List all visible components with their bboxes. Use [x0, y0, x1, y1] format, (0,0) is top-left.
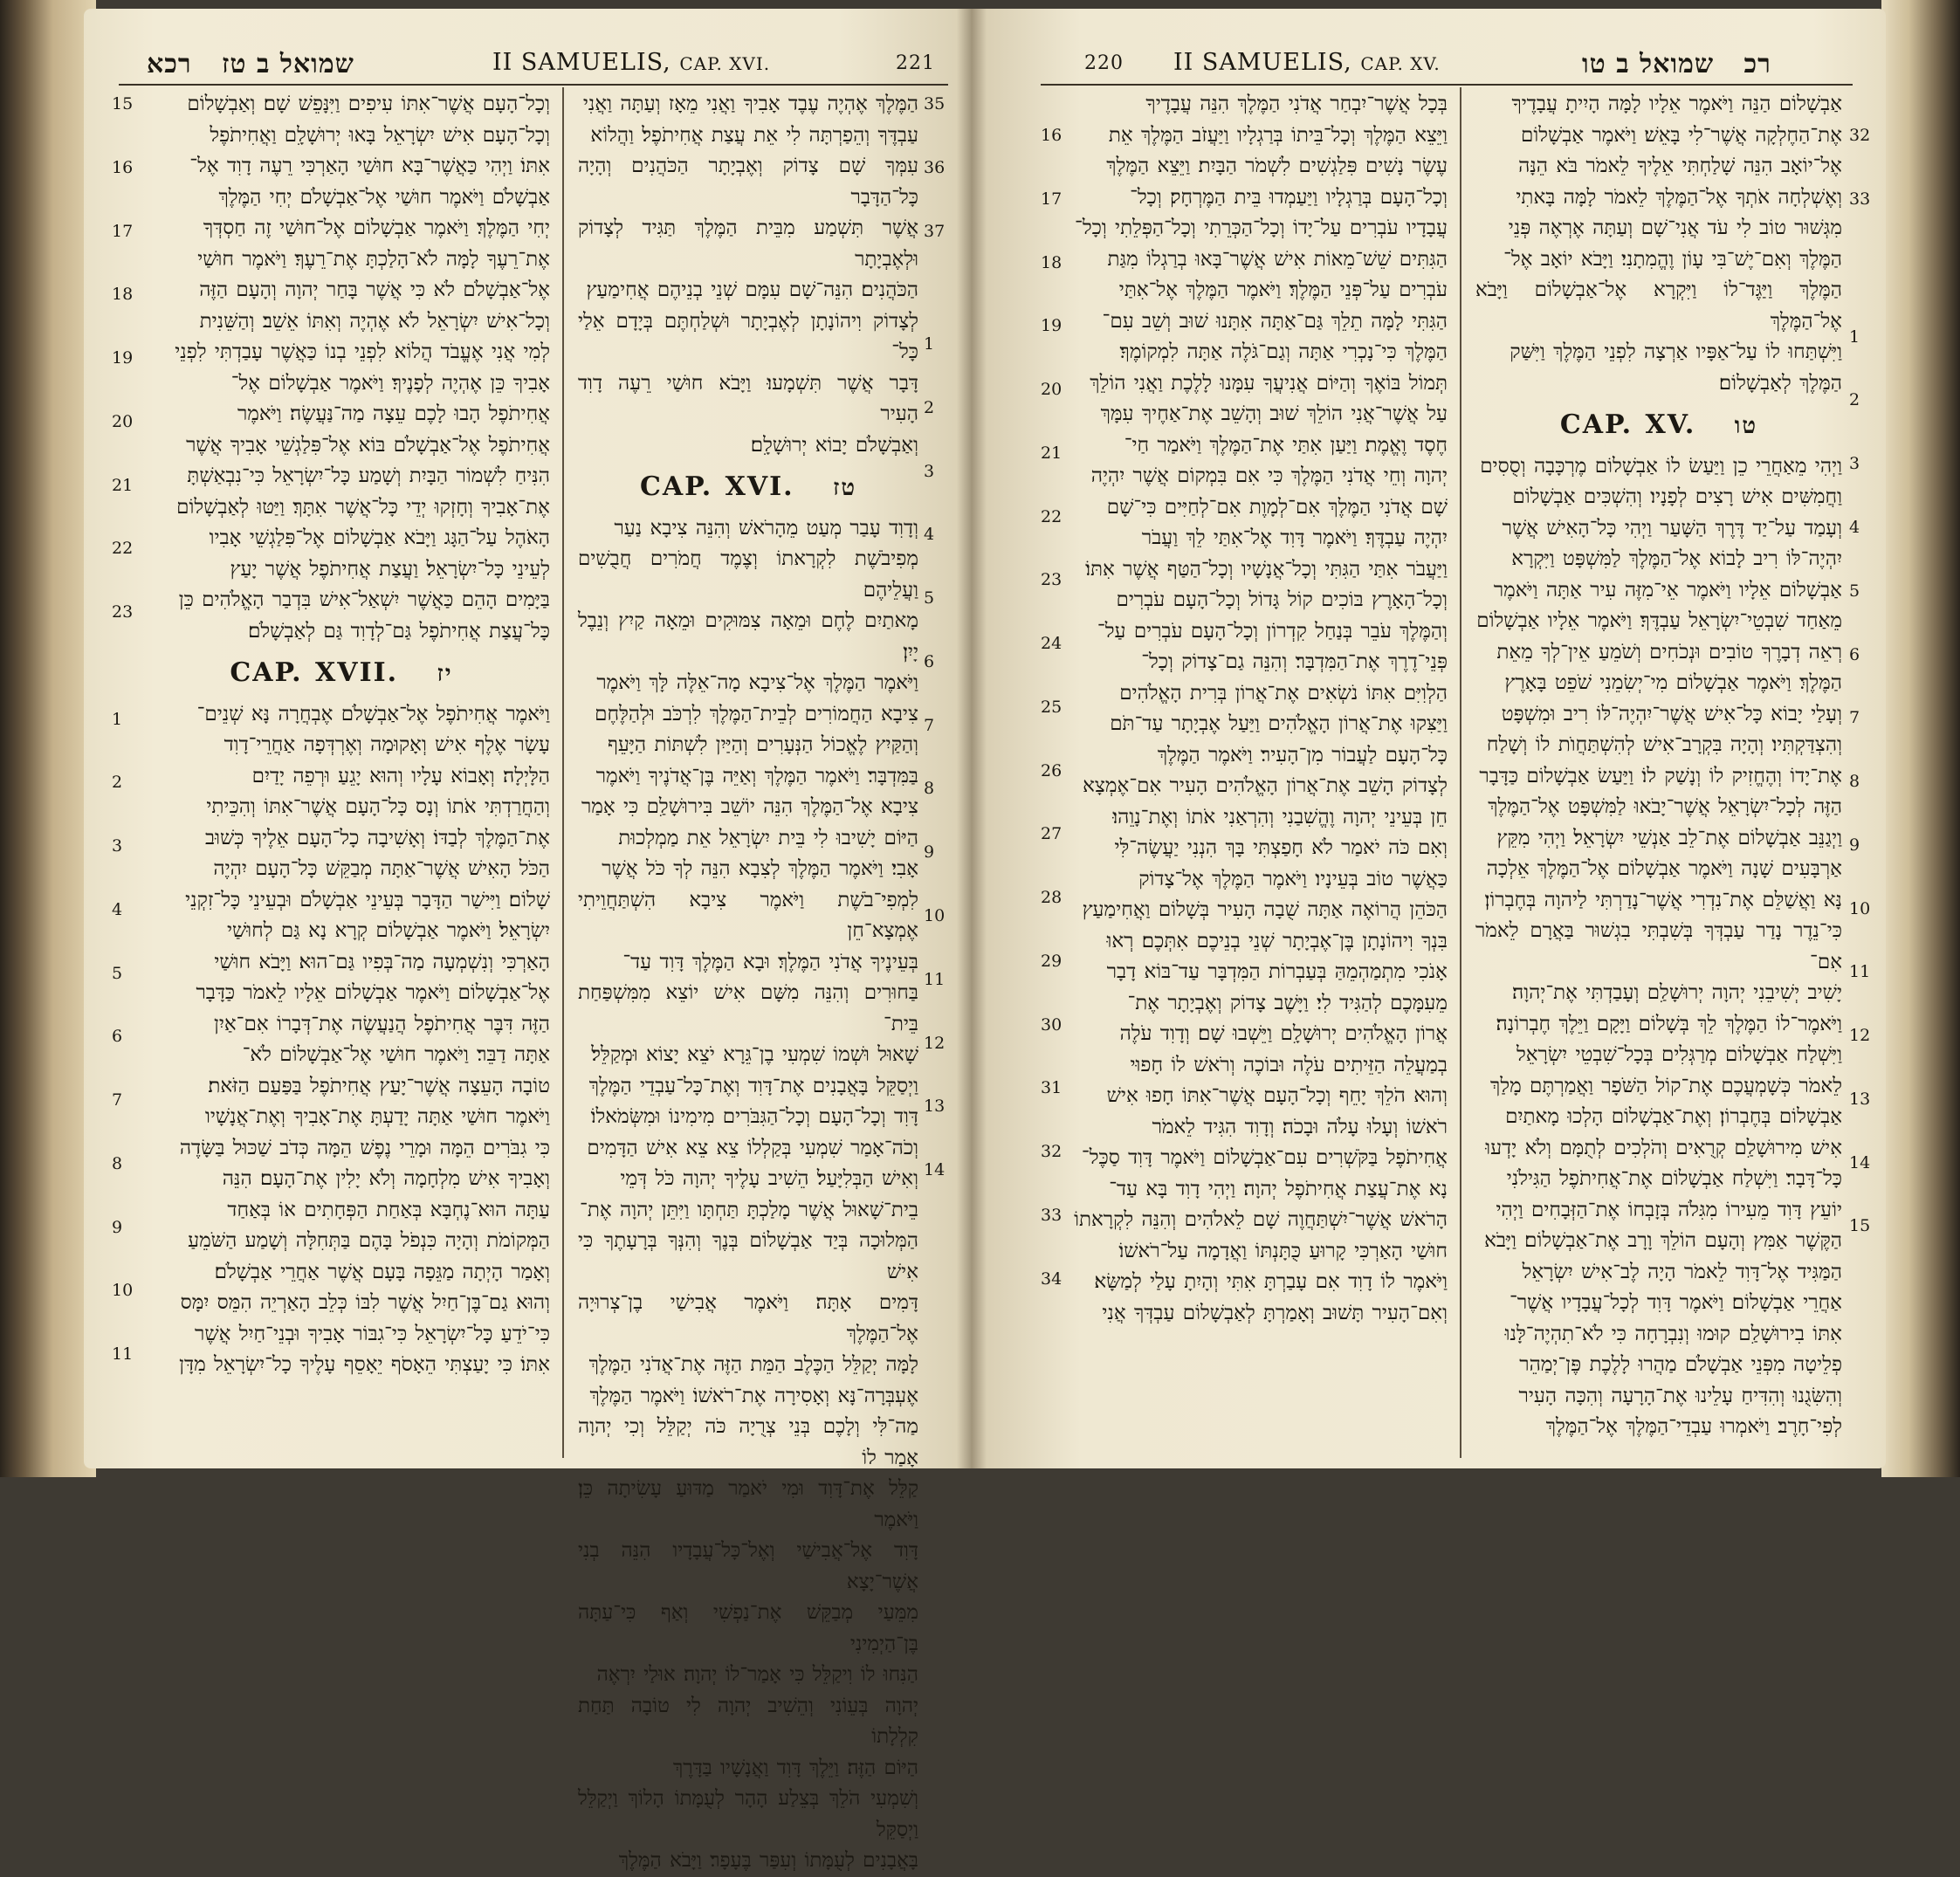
- right-outer-chapter-heading: [1475, 409, 1842, 443]
- text-line: אִתּוֹ בִירוּשָׁלִַם קוּמוּ וְנִבְרָחָה כִּי לֹא־תִהְיֶה־לָּנוּ: [1504, 1322, 1842, 1345]
- text-line: וְכָל־הָעָם אֲשֶׁר־אִתּוֹ עִיפִים וַיִּנָּפֵשׁ שָׁם׃ וְאַבְשָׁלוֹם: [187, 93, 550, 115]
- text-line: יְהוָה וְחֵי אֲדֹנִי הַמֶּלֶךְ כִּי אִם בִּמְקוֹם אֲשֶׁר יִהְיֶה: [1090, 464, 1448, 487]
- text-line: וְאִישׁ הַבְּלִיָּעַל׃ הֵשִׁיב עָלֶיךָ יְהוָה כֹּל דְּמֵי: [620, 1167, 918, 1190]
- verse-number: 13: [1849, 1089, 1871, 1109]
- verse-number: 9: [924, 842, 935, 863]
- verse-number: 14: [1849, 1152, 1871, 1172]
- verse-number: 8: [1849, 772, 1860, 792]
- text-line: בָּאֲבָנִים לְעֻמָּתוֹ וְעִפַּר בֶּעָפָר׃ וַיָּבֹא הַמֶּלֶךְ: [618, 1849, 918, 1872]
- left-header-hebrew-page: רכא: [147, 49, 192, 79]
- text-line: יִהְיֶה עַבְדֶּךָ׃ וַיֹּאמֶר דָּוִד אֶל־אִתַּי לֵךְ וַעֲבֹר: [1141, 526, 1448, 549]
- text-line: וְכָל־אִישׁ יִשְׂרָאֵל לֹא אֶהְיֶה וְאִתּוֹ אֵשֵׁב׃ וְהַשֵּׁנִית: [199, 309, 550, 333]
- text-line: וְדָוִד עָבַר מְעַט מֵהָרֹאשׁ וְהִנֵּה צִיבָא נַעַר: [614, 516, 918, 540]
- text-line: וְאָמַר הָיְתָה מַגֵּפָה בָּעָם אֲשֶׁר אַחֲרֵי אַבְשָׁלֹם׃: [214, 1260, 550, 1283]
- verse-number: 29: [1041, 951, 1063, 971]
- text-line: מֵאַחַד שִׁבְטֵי־יִשְׂרָאֵל עַבְדֶּךָ׃ וַיֹּאמֶר אֵלָיו אַבְשָׁלוֹם: [1476, 609, 1842, 632]
- right-column-divider: [1460, 87, 1461, 1458]
- verse-gap: [1849, 248, 1870, 322]
- verse-number: 17: [1041, 189, 1063, 209]
- text-line: אֶת־הַמֶּלֶךְ לְבַדּוֹ׃ וְאָשִׁיבָה כָל־הָעָם אֵלֶיךָ כְּשׁוּב: [204, 826, 550, 849]
- text-line: וַיְגַנֵּב אַבְשָׁלוֹם אֶת־לֵב אַנְשֵׁי יִשְׂרָאֵל׃ וַיְהִי מִקֵּץ: [1496, 826, 1842, 849]
- text-line: תְּמוֹל בּוֹאֶךָ וְהַיּוֹם אֲנִיעֲךָ עִמָּנוּ לָלֶכֶת וַאֲנִי הוֹלֵךְ: [1090, 371, 1448, 395]
- verse-number: 20: [112, 411, 134, 431]
- text-line: וְכֹה־אָמַר שִׁמְעִי בְּקַלְלוֹ צֵא צֵא אִישׁ הַדָּמִים: [587, 1136, 918, 1159]
- verse-number: 17: [112, 221, 134, 241]
- verse-number: 3: [924, 461, 935, 481]
- left-outer-text-block-2: [133, 699, 550, 1381]
- verse-number: 31: [1041, 1078, 1063, 1098]
- text-line: מִמֵּעַי מְבַקֵּשׁ אֶת־נַפְשִׁי וְאַף כִּי־עַתָּה בֶּן־הַיְמִינִי: [578, 1601, 918, 1655]
- text-line: אַרְבָּעִים שָׁנָה וַיֹּאמֶר אַבְשָׁלוֹם אֶל־הַמֶּלֶךְ אֵלְכָה: [1486, 857, 1842, 880]
- text-line: יִהְיֶה־לּוֹ רִיב לָבוֹא אֶל־הַמֶּלֶךְ לַמִּשְׁפָּט וַיִּקְרָא: [1511, 547, 1842, 570]
- text-line: כָּל־דָּבָר׃ וַיִּשְׁלַח אַבְשָׁלוֹם אֶת־אֲחִיתֹפֶל הַגִּילֹנִי: [1506, 1167, 1842, 1190]
- right-page-number: 220: [1084, 52, 1124, 74]
- text-line: אֶת־יָדוֹ וְהֶחֱזִיק לוֹ וְנָשַׁק לוֹ׃ וַיַּעַשׂ אַבְשָׁלוֹם כַּדָּבָר: [1479, 764, 1842, 787]
- text-line: וַיֹּאמֶר חוּשַׁי אַתָּה יָדַעְתָּ אֶת־אָבִיךָ וְאֶת־אֲנָשָׁיו: [204, 1105, 550, 1128]
- text-line: וְאֶשְׁלְחָה אֹתְךָ אֶל־הַמֶּלֶךְ לֵאמֹר לָמָּה בָּאתִי: [1516, 185, 1842, 209]
- verse-number: 25: [1041, 697, 1063, 717]
- text-line: עָשָׂר אֶלֶף אִישׁ וְאָקוּמָה וְאֶרְדְּפָה אַחֲרֵי־דָוִד: [224, 733, 550, 756]
- text-line: אֶל־אַבְשָׁלֹם לֹא כִּי אֲשֶׁר בָּחַר יְהוָה וְהָעָם הַזֶּה: [199, 278, 550, 301]
- text-line: וְכָל־הָעָם בְּרַגְלָיו וַיַּעַמְדוּ בֵּית הַמֶּרְחָק׃ וְכָל־: [1130, 185, 1448, 209]
- text-line: אֶת־הַחֶלְקָה אֲשֶׁר־לִי בָּאֵשׁ׃ וַיֹּאמֶר אַבְשָׁלוֹם: [1521, 123, 1842, 147]
- verse-number: 2: [1849, 390, 1860, 410]
- verse-number: 21: [1041, 443, 1063, 463]
- right-outer-chapter-hebrew: טו: [1734, 413, 1758, 439]
- text-line: וַיִּשְׁלַח אַבְשָׁלוֹם מְרַגְּלִים בְּכָל־שִׁבְטֵי יִשְׂרָאֵל: [1516, 1043, 1842, 1066]
- text-line: אָבִי׃ וַיֹּאמֶר הַמֶּלֶךְ לְצִבָא הִנֵּה לְךָ כֹּל אֲשֶׁר: [602, 857, 918, 880]
- verse-number: 3: [112, 836, 123, 856]
- text-line: לְצָדוֹק הָשֵׁב אֶת־אֲרוֹן הָאֱלֹהִים הָעִיר אִם־אֶמְצָא: [1083, 774, 1448, 797]
- text-line: הַגִּתִּי לָמָּה תֵלֵךְ גַּם־אַתָּה אִתָּנוּ שׁוּב וְשֵׁב עִם־: [1102, 309, 1448, 333]
- text-line: דָּבָר אֲשֶׁר תִּשְׁמָעוּ׃ וַיָּבֹא חוּשַׁי רֵעֶה דָוִד הָעִיר: [578, 371, 918, 425]
- verse-number: 36: [924, 157, 946, 177]
- book-page-edges-left: [0, 0, 96, 1477]
- left-outer-verse-numbers: [112, 89, 133, 1403]
- text-line: הָאַרְכִּי וְנִשְׁמְעָה מַה־בְּפִיו גַּם־הוּא׃ וַיָּבֹא חוּשַׁי: [214, 950, 550, 973]
- verse-number: 10: [924, 905, 946, 925]
- text-line: הַגִּתִּים שֵׁשׁ־מֵאוֹת אִישׁ אֲשֶׁר־בָּאוּ בְרַגְלוֹ מִגַּת: [1107, 247, 1448, 271]
- text-line: אָנֹכִי מִתְמַהְמֵהַּ בְּעַבְרוֹת הַמִּדְבָּר עַד־בּוֹא דָבָר: [1106, 960, 1448, 983]
- text-line: נָּא וַאֲשַׁלֵּם אֶת־נִדְרִי אֲשֶׁר־נָדַרְתִּי לַיהוָה בְּחֶבְרוֹן׃: [1484, 888, 1842, 911]
- left-outer-column: [133, 89, 550, 1381]
- verse-gap: [924, 279, 945, 329]
- text-line: כָּל־עֲצַת אֲחִיתֹפֶל גַּם־לְדָוִד גַּם לְאַבְשָׁלֹם׃: [248, 619, 550, 643]
- text-line: וְאִם כֹּה יֹאמַר לֹא חָפַצְתִּי בָּךְ הִנְנִי יַעֲשֶׂה־לִּי: [1114, 836, 1448, 859]
- text-line: צִיבָא אֶל־הַמֶּלֶךְ הִנֵּה יוֹשֵׁב בִּירוּשָׁלִַם כִּי אָמַר: [581, 795, 918, 818]
- verse-number: 14: [924, 1160, 946, 1180]
- right-header-hebrew-title: שמואל ב טו: [1582, 49, 1715, 79]
- verse-number: 1: [112, 709, 123, 729]
- verse-number: 12: [924, 1033, 946, 1053]
- text-line: אַתָּה דַבֵּר׃ וַיֹּאמֶר חוּשַׁי אֶל־אַבְשָׁלוֹם לֹא־: [242, 1043, 550, 1066]
- verse-number: 5: [924, 588, 935, 608]
- verse-number: 30: [1041, 1014, 1063, 1035]
- text-line: עֲבָדָיו עֹבְרִים עַל־יָדוֹ וְכָל־הַכְּרֵתִי וְכָל־הַפְּלֵתִי וְכָל־: [1075, 217, 1448, 239]
- right-header-cap: CAP. XV.: [1360, 53, 1441, 74]
- verse-number: 16: [1041, 126, 1063, 145]
- text-line: שָׁאוּל וּשְׁמוֹ שִׁמְעִי בֶן־גֵּרָא יֹצֵא יָצוֹא וּמְקַלֵּל׃: [591, 1043, 918, 1066]
- verse-number: 33: [1041, 1206, 1063, 1226]
- text-line: קַלֵּל אֶת־דָּוִד וּמִי יֹאמַר מַדּוּעַ עָשִׂיתָה כֵּן׃ וַיֹּאמֶר: [578, 1477, 918, 1531]
- text-line: אִישׁ מִירוּשָׁלִַם קְרֻאִים וְהֹלְכִים לְתֻמָּם וְלֹא יָדְעוּ: [1485, 1136, 1842, 1159]
- right-header-latin: [1173, 49, 1441, 76]
- text-line: וְכָל־הָאָרֶץ בּוֹכִים קוֹל גָּדוֹל וְכָל־הָעָם עֹבְרִים: [1116, 588, 1448, 611]
- verse-number: 18: [1041, 252, 1063, 272]
- left-inner-text-block: [578, 89, 918, 461]
- verse-number: 1: [1849, 327, 1860, 347]
- text-line: הַמֶּלֶךְ אֶהְיֶה עֶבֶד אָבִיךָ וַאֲנִי מֵאָז וְעַתָּה וַאֲנִי: [582, 93, 918, 115]
- verse-number: 10: [112, 1281, 134, 1301]
- text-line: אֲחִיתֹפֶל בַּקֹּשְׁרִים עִם־אַבְשָׁלוֹם וַיֹּאמֶר דָּוִד סַכֶּל־: [1081, 1146, 1448, 1169]
- verse-number: 15: [1849, 1216, 1871, 1236]
- text-line: מָאתַיִם לֶחֶם וּמֵאָה צִמּוּקִים וּמֵאָה קַיִץ וְנֵבֶל יָיִן׃: [578, 609, 918, 663]
- left-header-hebrew: [147, 49, 354, 79]
- text-line: לְמִי אֲנִי אֶעֱבֹד הֲלוֹא לִפְנֵי בְנוֹ כַּאֲשֶׁר עָבַדְתִּי לִפְנֵי: [175, 340, 550, 363]
- text-line: יָשִׁיב יְשִׁיבֵנִי יְהוָה יְרוּשָׁלִַם וְעָבַדְתִּי אֶת־יְהוָה׃: [1511, 981, 1842, 1004]
- text-line: הַכֹּהֵן הֲרוֹאֶה אַתָּה שֻׁבָה הָעִיר בְּשָׁלוֹם וַאֲחִימַעַץ: [1082, 898, 1448, 921]
- left-inner-verse-numbers: [924, 89, 945, 1219]
- verse-number: 15: [112, 94, 134, 113]
- text-line: כָּל־הָעָם לַעֲבוֹר מִן־הָעִיר׃ וַיֹּאמֶר הַמֶּלֶךְ: [1157, 743, 1448, 767]
- text-line: יְהוָה בְּעֵוֹנִי וְהֵשִׁיב יְהוָה לִי טוֹבָה תַּחַת קִלְלָתוֹ: [578, 1694, 918, 1748]
- text-line: וַיֹּאמֶר־לוֹ הַמֶּלֶךְ לֵךְ בְּשָׁלוֹם וַיָּקָם וַיֵּלֶךְ חֶבְרוֹנָה׃: [1496, 1012, 1842, 1035]
- text-line: אָבִיךָ כֵּן אֶהְיֶה לְפָנֶיךָ׃ וַיֹּאמֶר אַבְשָׁלוֹם אֶל־: [230, 371, 550, 395]
- text-line: כִּי־נֵדֶר נָדַר עַבְדְּךָ בְּשִׁבְתִּי בִגְשׁוּר בַּאֲרָם לֵאמֹר אִם־: [1475, 919, 1842, 973]
- text-line: אַבְשָׁלוֹם הַנֵּה וַיֹּאמֶר אֵלָיו לָמָּה הָיִיתָ עֲבָדֶיךָ: [1511, 93, 1842, 115]
- left-inner-text-block-2: [578, 513, 918, 1877]
- text-line: אַבְשָׁלוֹם בְּחֶבְרוֹן׃ וְאֶת־אַבְשָׁלוֹם הָלְכוּ מָאתַיִם: [1505, 1105, 1842, 1128]
- text-line: אַבְשָׁלוֹם אֵלָיו וַיֹּאמֶר אֵי־מִזֶּה עִיר אַתָּה וַיֹּאמֶר: [1493, 578, 1842, 602]
- text-line: בֵית־שָׁאוּל אֲשֶׁר מָלַכְתָּ תַּחְתָּו וַיִּתֵּן יְהוָה אֶת־: [580, 1198, 918, 1221]
- text-line: אֲרוֹן הָאֱלֹהִים יְרוּשָׁלִָם וַיֵּשְׁבוּ שָׁם׃ וְדָוִד עֹלֶה: [1119, 1022, 1448, 1045]
- verse-number: 8: [112, 1153, 123, 1173]
- verse-number: 21: [112, 475, 134, 495]
- text-line: וַיַּעֲבֹר אִתַּי הַגִּתִּי וְכָל־אֲנָשָׁיו וְכָל־הַטַּף אֲשֶׁר אִתּוֹ׃: [1085, 557, 1448, 581]
- verse-number: 18: [112, 285, 134, 305]
- left-inner-chapter-heading: [578, 471, 918, 505]
- text-line: מַה־לִּי וְלָכֶם בְּנֵי צְרֻיָה כֹּה יְקַלֵּל וְכִי יְהוָה אָמַר לוֹ: [578, 1415, 918, 1469]
- text-line: וַחֲמִשִּׁים אִישׁ רָצִים לְפָנָיו׃ וְהִשְׁכִּים אַבְשָׁלוֹם: [1512, 485, 1842, 508]
- text-line: בְּעֵינֶיךָ אֲדֹנִי הַמֶּלֶךְ׃ וּבָא הַמֶּלֶךְ דָּוִד עַד־: [622, 950, 918, 973]
- text-line: וַיֹּאמֶר אֲחִיתֹפֶל אֶל־אַבְשָׁלֹם אֶבְחֲרָה נָּא שְׁנֵים־: [196, 702, 550, 725]
- right-inner-verse-numbers: [1041, 120, 1062, 1328]
- verse-number: 12: [1849, 1026, 1871, 1046]
- verse-number: 7: [924, 715, 935, 735]
- left-outer-chapter-heading: [133, 657, 550, 691]
- text-line: פְּנֵי־דֶרֶךְ אֶת־הַמִּדְבָּר׃ וְהִנֵּה גַם־צָדוֹק וְכָל־: [1141, 650, 1448, 673]
- verse-number: 9: [112, 1217, 123, 1237]
- right-header-hebrew-page: רכ: [1743, 49, 1771, 79]
- text-line: וַיֹּאמֶר לוֹ דָוִד אִם עָבַרְתָּ אִתִּי וְהָיִתָ עָלַי לְמַשָּׂא׃: [1094, 1270, 1448, 1293]
- text-line: דָּוִד וְכָל־הָעָם וְכָל־הַגִּבֹּרִים מִימִינוֹ וּמִשְּׂמֹאלוֹ׃: [590, 1105, 918, 1128]
- text-line: מְפִיבֹשֶׁת לִקְרָאתוֹ וְצֶמֶד חֲמֹרִים חֲבֻשִׁים וַעֲלֵיהֶם: [578, 547, 918, 602]
- text-line: לְעֵינֵי כָּל־יִשְׂרָאֵל׃ וַעֲצַת אֲחִיתֹפֶל אֲשֶׁר יָעַץ: [230, 557, 550, 581]
- verse-number: 10: [1849, 898, 1871, 918]
- text-line: הַיּוֹם הַזֶּה׃ וַיֵּלֶךְ דָּוִד וַאֲנָשָׁיו בַּדָּרֶךְ: [672, 1756, 918, 1779]
- text-line: לִמְפִי־בֹשֶׁת וַיֹּאמֶר צִיבָא הִשְׁתַּחֲוֵיתִי אֶמְצָא־חֵן: [578, 888, 918, 942]
- left-outer-chapter-hebrew: יז: [437, 661, 453, 687]
- text-line: צִיבָא הַחֲמוֹרִים לְבֵית־הַמֶּלֶךְ לִרְכֹּב וּלְהַלֶּחֶם: [595, 702, 918, 725]
- text-line: הַזֶּה לְכָל־יִשְׂרָאֵל אֲשֶׁר־יָבֹאוּ לַמִּשְׁפָּט אֶל־הַמֶּלֶךְ: [1488, 795, 1842, 818]
- text-line: חֵן בְּעֵינֵי יְהוָה וֶהֱשִׁבַנִי וְהִרְאַנִי אֹתוֹ וְאֶת־נָוֵהוּ׃: [1112, 805, 1448, 828]
- text-line: וְעָלַי יָבוֹא כָּל־אִישׁ אֲשֶׁר־יִהְיֶה־לּוֹ רִיב וּמִשְׁפָּט: [1501, 702, 1842, 725]
- verse-number: 24: [1041, 634, 1063, 654]
- verse-number: 22: [112, 539, 134, 559]
- verse-number: 35: [924, 94, 946, 113]
- verse-number: 20: [1041, 380, 1063, 400]
- text-line: בְמַעֲלֵה הַזֵּיתִים עֹלֶה וּבוֹכֶה וְרֹאשׁ לוֹ חָפוּי: [1130, 1053, 1448, 1076]
- text-line: הָאֹהֶל עַל־הַגָּג וַיָּבֹא אַבְשָׁלוֹם אֶל־פִּלַגְשֵׁי אָבִיו: [209, 526, 550, 549]
- text-line: אֲחִיתֹפֶל הָבוּ לָכֶם עֵצָה מַה־נַּעֲשֶׂה׃ וַיֹּאמֶר: [237, 402, 550, 425]
- text-line: בַּחוּרִים וְהִנֵּה מִשָּׁם אִישׁ יוֹצֵא מִמִּשְׁפַּחַת בֵּית־: [578, 981, 918, 1035]
- verse-number: 27: [1041, 824, 1063, 844]
- text-line: הַמַּגִּיד אֶל־דָּוִד לֵאמֹר הָיָה לֶב־אִישׁ יִשְׂרָאֵל: [1522, 1260, 1842, 1283]
- text-line: בִּנְךָ וִיהוֹנָתָן בֶּן־אֶבְיָתָר שְׁנֵי בְנֵיכֶם אִתְּכֶם׃ רְאוּ: [1106, 929, 1448, 952]
- text-line: וְאִם־הָעִיר תָּשׁוּב וְאָמַרְתָּ לְאַבְשָׁלוֹם עַבְדְּךָ אֲנִי: [1102, 1301, 1448, 1324]
- text-line: הַזֶּה דִּבֶּר אֲחִיתֹפֶל הֲנַעֲשֶׂה אֶת־דְּבָרוֹ אִם־אַיִן: [213, 1012, 550, 1035]
- text-line: עַל אֲשֶׁר־אֲנִי הוֹלֵךְ שׁוּב וְהָשֵׁב אֶת־אַחֶיךָ עִמָּךְ: [1100, 402, 1448, 425]
- text-line: הַמֶּלֶךְ לְאַבְשָׁלוֹם׃: [1718, 371, 1842, 395]
- text-line: מֵעִמָּכֶם לְהַגִּיד לִי׃ וַיָּשֶׁב צָדוֹק וְאֶבְיָתָר אֶת־: [1127, 991, 1448, 1014]
- right-outer-column: [1475, 89, 1842, 1443]
- text-line: יִשְׂרָאֵל׃ וַיֹּאמֶר אַבְשָׁלוֹם קְרָא נָא גַּם לְחוּשַׁי: [226, 919, 550, 942]
- left-header-rule: [119, 84, 948, 86]
- verse-number: 32: [1041, 1142, 1063, 1162]
- text-line: מִגְּשׁוּר טוֹב לִי עֹד אֲנִי־שָׁם וְעַתָּה אֶרְאֶה פְּנֵי: [1508, 217, 1842, 239]
- text-line: חֶסֶד וֶאֱמֶת׃ וַיַּעַן אִתַּי אֶת־הַמֶּלֶךְ וַיֹּאמַר חַי־: [1124, 433, 1448, 457]
- right-outer-text-block: [1475, 89, 1842, 399]
- verse-number: 6: [1849, 644, 1860, 664]
- left-header-latin: [492, 49, 770, 76]
- verse-number: 28: [1041, 888, 1063, 908]
- verse-number: 26: [1041, 760, 1063, 780]
- verse-number: 5: [112, 963, 123, 983]
- verse-number: 3: [1849, 454, 1860, 474]
- text-line: לֵאמֹר כְּשָׁמְעֲכֶם אֶת־קוֹל הַשֹּׁפָר וַאֲמַרְתֶּם מָלַךְ: [1490, 1074, 1842, 1097]
- text-line: עַתָּה הוּא־נֶחְבָּא בְּאַחַת הַפְּחָתִים אוֹ בְּאַחַד: [227, 1198, 550, 1221]
- text-line: הִנִּיחַ לִשְׁמוֹר הַבָּיִת וְשָׁמַע כָּל־יִשְׂרָאֵל כִּי־נִבְאַשְׁתָּ: [187, 464, 550, 487]
- text-line: עֶשֶׂר נָשִׁים פִּלַגְשִׁים לִשְׁמֹר הַבָּיִת׃ וַיֵּצֵא הַמֶּלֶךְ: [1106, 155, 1448, 177]
- verse-number: 23: [112, 602, 134, 622]
- verse-number: 37: [924, 221, 946, 241]
- verse-number: 11: [112, 1344, 134, 1365]
- text-line: וְכָל־הָעָם אִישׁ יִשְׂרָאֵל בָּאוּ יְרוּשָׁלִָם וַאֲחִיתֹפֶל: [210, 123, 550, 147]
- verse-number: 9: [1849, 835, 1860, 855]
- text-line: כִּי־יֹדֵעַ כָּל־יִשְׂרָאֵל כִּי־גִבּוֹר אָבִיךָ וּבְנֵי־חַיִל אֲשֶׁר: [195, 1322, 550, 1345]
- text-line: דָּוִד אֶל־אֲבִישַׁי וְאֶל־כָּל־עֲבָדָיו הִנֵּה בְנִי אֲשֶׁר־יָצָא: [578, 1539, 918, 1593]
- verse-number: 4: [924, 525, 935, 545]
- text-line: וַיַּצִּקוּ אֶת־אֲרוֹן הָאֱלֹהִים וַיַּעַל אֶבְיָתָר עַד־תֹּם: [1110, 712, 1448, 735]
- text-line: הַקֶּשֶׁר אַמִּץ וְהָעָם הוֹלֵךְ וָרָב אֶת־אַבְשָׁלוֹם׃ וַיָּבֹא: [1484, 1229, 1842, 1252]
- text-line: וַיְהִי מֵאַחֲרֵי כֵן וַיַּעַשׂ לוֹ אַבְשָׁלוֹם מֶרְכָּבָה וְסֻסִים: [1480, 454, 1842, 478]
- text-line: הַמֶּלֶךְ וַיַּגֶּד־לוֹ וַיִּקְרָא אֶל־אַבְשָׁלוֹם וַיָּבֹא אֶל־הַמֶּלֶךְ: [1475, 278, 1842, 333]
- right-outer-text-block-2: [1475, 451, 1842, 1443]
- verse-number: 6: [112, 1027, 123, 1047]
- text-line: רְאֵה דְבָרֶךָ טוֹבִים וּנְכֹחִים וְשֹׁמֵעַ אֵין־לְךָ מֵאֵת: [1496, 640, 1842, 663]
- verse-number: 1: [924, 334, 935, 354]
- text-line: וַיֵּצֵא הַמֶּלֶךְ וְכָל־בֵּיתוֹ בְּרַגְלָיו וַיַּעֲזֹב הַמֶּלֶךְ אֵת: [1108, 123, 1448, 147]
- verse-number: 4: [1849, 518, 1860, 538]
- text-line: וְשִׁמְעִי הֹלֵךְ בְּצֵלַע הָהָר לְעֻמָּתוֹ הָלוֹךְ וַיְקַלֵּל וַיְסַקֵּל: [578, 1787, 918, 1841]
- left-page: [84, 9, 971, 1872]
- book-gutter: [957, 9, 987, 1468]
- text-line: הָרֹאשׁ אֲשֶׁר־יִשְׁתַּחֲוֶה שָׁם לֵאלֹהִים וְהִנֵּה לִקְרָאתוֹ: [1074, 1208, 1448, 1231]
- verse-gap: [112, 661, 133, 705]
- text-line: אֶל־אַבְשָׁלוֹם וַיֹּאמֶר אַבְשָׁלוֹם אֵלָיו לֵאמֹר כַּדָּבָר: [196, 981, 550, 1004]
- text-line: חוּשַׁי הָאַרְכִּי קָרוּעַ כֻּתָּנְתּוֹ וַאֲדָמָה עַל־רֹאשׁוֹ׃: [1118, 1239, 1448, 1262]
- text-line: כִּי גִבֹּרִים הֵמָּה וּמָרֵי נֶפֶשׁ הֵמָּה כְּדֹב שַׁכּוּל בַּשָּׂדֶה: [179, 1136, 550, 1159]
- verse-number: 7: [1849, 708, 1860, 728]
- text-line: וְהִשִּׂגֻנוּ וְהִדִּיחַ עָלֵינוּ אֶת־הָרָעָה וְהִכָּה הָעִיר: [1518, 1384, 1842, 1407]
- text-line: הַמְּלוּכָה בְּיַד אַבְשָׁלוֹם בְּנֶךָ וְהִנְּךָ בְּרָעָתֶךָ כִּי אִישׁ: [578, 1229, 918, 1283]
- text-line: וְהִצְדַּקְתִּיו׃ וְהָיָה בִּקְרָב־אִישׁ לְהִשְׁתַּחֲוֺת לוֹ וְשָׁלַח: [1486, 733, 1842, 756]
- left-page-number: 221: [896, 52, 935, 74]
- right-outer-verse-numbers: [1849, 120, 1870, 1275]
- verse-number: 13: [924, 1097, 946, 1117]
- verse-number: 2: [112, 773, 123, 793]
- text-line: אֶעְבְּרָה־נָּא וְאָסִירָה אֶת־רֹאשׁוֹ׃ וַיֹּאמֶר הַמֶּלֶךְ: [589, 1384, 918, 1407]
- text-line: שָׁם אֲדֹנִי הַמֶּלֶךְ אִם־לְמָוֶת אִם־לְחַיִּים כִּי־שָׁם: [1106, 495, 1448, 519]
- text-line: אֶת־רֵעֶךָ לָמָּה לֹא־הָלַכְתָּ אֶת־רֵעֶךָ׃ וַיֹּאמֶר חוּשַׁי: [197, 247, 550, 271]
- right-outer-chapter-title: CAP. XV.: [1559, 409, 1696, 440]
- left-header-hebrew-title: שמואל ב טז: [222, 49, 354, 79]
- verse-number: 5: [1849, 581, 1860, 601]
- left-inner-chapter-title: CAP. XVI.: [639, 471, 794, 502]
- verse-number: 11: [924, 969, 946, 989]
- text-line: רֹאשׁוֹ וְעָלוּ עָלֹה וּבָכֹה׃ וְדָוִד הִגִּיד לֵאמֹר: [1152, 1115, 1448, 1138]
- left-outer-text-block: [133, 89, 550, 647]
- text-line: אַבְשָׁלֹם וַיֹּאמֶר חוּשַׁי אֶל־אַבְשָׁלֹם יְחִי הַמֶּלֶךְ: [218, 185, 550, 209]
- verse-number: 7: [112, 1090, 123, 1110]
- verse-number: 19: [112, 348, 134, 368]
- verse-number: 6: [924, 651, 935, 671]
- text-line: וְהַמֶּלֶךְ עֹבֵר בְּנַחַל קִדְרוֹן וְכָל־הָעָם עֹבְרִים עַל־: [1097, 619, 1448, 643]
- text-line: הַכֹּהֲנִים׃ הִנֵּה־שָׁם עִמָּם שְׁנֵי בְנֵיהֶם אֲחִימַעַץ: [586, 278, 918, 301]
- text-line: פְלֵיטָה מִפְּנֵי אַבְשָׁלֹם מַהֲרוּ לָלֶכֶת פֶּן־יְמַהֵר: [1519, 1353, 1842, 1376]
- text-line: הַלָּיְלָה׃ וְאָבוֹא עָלָיו וְהוּא יָגֵעַ וּרְפֵה יָדַיִם: [251, 764, 550, 787]
- text-line: לָמָּה יְקַלֵּל הַכֶּלֶב הַמֵּת הַזֶּה אֶת־אֲדֹנִי הַמֶּלֶךְ: [588, 1353, 918, 1376]
- book-page-edges-right: [1881, 0, 1960, 1477]
- left-inner-column: [578, 89, 918, 1877]
- text-line: יְחִי הַמֶּלֶךְ׃ וַיֹּאמֶר אַבְשָׁלוֹם אֶל־חוּשַׁי זֶה חַסְדְּךָ: [203, 217, 550, 239]
- text-line: נָא אֶת־עֲצַת אֲחִיתֹפֶל יְהוָה׃ וַיְהִי דָוִד בָּא עַד־: [1109, 1177, 1448, 1200]
- right-header-rule: [1041, 84, 1853, 86]
- text-line: הַמֶּלֶךְ כִּי־נָכְרִי אַתָּה וְגַם־גֹּלֶה אַתָּה לִמְקוֹמֶךָ׃: [1119, 340, 1448, 363]
- text-line: שָׁלוֹם׃ וַיִּישַׁר הַדָּבָר בְּעֵינֵי אַבְשָׁלֹם וּבְעֵינֵי כָּל־זִקְנֵי: [185, 888, 550, 911]
- verse-number: 4: [112, 899, 123, 919]
- text-line: הַלְוִיִּם אִתּוֹ נֹשְׂאִים אֶת־אֲרוֹן בְּרִית הָאֱלֹהִים: [1119, 681, 1448, 705]
- text-line: בְּכָל אֲשֶׁר־יִבְחַר אֲדֹנִי הַמֶּלֶךְ הִנֵּה עֲבָדֶיךָ: [1145, 93, 1448, 115]
- verse-number: 23: [1041, 570, 1063, 590]
- text-line: הַמֶּלֶךְ׃ וַיֹּאמֶר אַבְשָׁלוֹם מִי־יְשִׂמֵנִי שֹׁפֵט בָּאָרֶץ: [1504, 671, 1842, 694]
- text-line: לְפִי־חָרֶב׃ וַיֹּאמְרוּ עַבְדֵי־הַמֶּלֶךְ אֶל־הַמֶּלֶךְ: [1545, 1415, 1842, 1438]
- text-line: וְעָמַד עַל־יַד דֶּרֶךְ הַשָּׁעַר וַיְהִי כָּל־הָאִישׁ אֲשֶׁר: [1502, 516, 1842, 540]
- text-line: הַנִּחוּ לוֹ וִיקַלֵּל כִּי אָמַר־לוֹ יְהוָה׃ אוּלַי יִרְאֶה: [596, 1663, 918, 1686]
- verse-number: 16: [112, 157, 134, 177]
- text-line: בַּיָּמִים הָהֵם כַּאֲשֶׁר יִשְׁאַל־אִישׁ בִּדְבַר הָאֱלֹהִים כֵּן: [178, 588, 550, 611]
- text-line: אֲחִיתֹפֶל אֶל־אַבְשָׁלֹם בּוֹא אֶל־פִּלַגְשֵׁי אָבִיךָ אֲשֶׁר: [186, 433, 550, 457]
- text-line: וְהַחֲרַדְתִּי אֹתוֹ וְנָס כָּל־הָעָם אֲשֶׁר־אִתּוֹ וְהִכֵּיתִי: [206, 795, 550, 818]
- text-line: עַבְדֶּךָ וְהֵפַרְתָּה לִי אֵת עֲצַת אֲחִיתֹפֶל׃ וַהֲלוֹא: [590, 123, 918, 147]
- text-line: אַחֲרֵי אַבְשָׁלוֹם׃ וַיֹּאמֶר דָּוִד לְכָל־עֲבָדָיו אֲשֶׁר־: [1510, 1291, 1842, 1314]
- text-line: וְהוּא הֹלֵךְ יָחֵף וְכָל־הָעָם אֲשֶׁר־אִתּוֹ חָפוּ אִישׁ: [1106, 1084, 1448, 1107]
- verse-number: 2: [924, 397, 935, 417]
- left-header-book: II SAMUELIS,: [492, 49, 671, 76]
- text-line: אִתּוֹ׃ כִּי יָעַצְתִּי הֵאָסֹף יֵאָסֵף עָלֶיךָ כָל־יִשְׂרָאֵל מִדָּן: [179, 1353, 550, 1376]
- text-line: וַיְסַקֵּל בָּאֲבָנִים אֶת־דָּוִד וְאֶת־כָּל־עַבְדֵי הַמֶּלֶךְ: [588, 1074, 918, 1097]
- text-line: אִתּוֹ׃ וַיְהִי כַּאֲשֶׁר־בָּא חוּשַׁי הָאַרְכִּי רֵעֶה דָוִד אֶל־: [189, 155, 550, 177]
- text-line: וְאָבִיךָ אִישׁ מִלְחָמָה וְלֹא יָלִין אֶת־הָעָם׃ הִנֵּה: [222, 1167, 550, 1190]
- verse-number: 22: [1041, 506, 1063, 526]
- verse-number: 8: [924, 779, 935, 799]
- text-line: הַכֹּל הָאִישׁ אֲשֶׁר־אַתָּה מְבַקֵּשׁ כָּל־הָעָם יִהְיֶה: [213, 857, 550, 880]
- text-line: וַיֹּאמֶר הַמֶּלֶךְ אֶל־צִיבָא מָה־אֵלֶּה לָּךְ וַיֹּאמֶר: [596, 671, 918, 694]
- verse-number: 34: [1041, 1269, 1063, 1289]
- text-line: לְצָדוֹק וִיהוֹנָתָן לְאֶבְיָתָר וּשְׁלַחְתֶּם בְּיָדָם אֵלַי כָּל־: [578, 309, 918, 363]
- left-outer-chapter-title: CAP. XVII.: [230, 657, 399, 688]
- right-header-hebrew: [1582, 49, 1771, 79]
- verse-number: 19: [1041, 316, 1063, 336]
- verse-number: 33: [1849, 189, 1871, 209]
- text-line: דָּמִים אָתָּה׃ וַיֹּאמֶר אֲבִישַׁי בֶן־צְרוּיָה אֶל־הַמֶּלֶךְ: [578, 1291, 918, 1345]
- verse-number: 11: [1849, 962, 1871, 982]
- text-line: הַמֶּלֶךְ וְאִם־יֶשׁ־בִּי עָוֹן וֶהֱמִתָנִי׃ וַיָּבֹא יוֹאָב אֶל־: [1503, 247, 1842, 271]
- right-page: [971, 9, 1886, 1468]
- text-line: אֶת־אָבִיךָ וְחָזְקוּ יְדֵי כָּל־אֲשֶׁר אִתָּךְ׃ וַיַּטּוּ לְאַבְשָׁלוֹם: [176, 495, 550, 519]
- text-line: יוֹעֵץ דָּוִד מֵעִירוֹ מִגִּלֹה בְּזָבְחוֹ אֶת־הַזְּבָחִים וַיְהִי: [1496, 1198, 1842, 1221]
- text-line: כַּאֲשֶׁר טוֹב בְּעֵינָיו׃ וַיֹּאמֶר הַמֶּלֶךְ אֶל־צָדוֹק: [1138, 867, 1448, 890]
- verse-number: 32: [1849, 126, 1871, 145]
- left-column-divider: [562, 87, 564, 1458]
- right-inner-column: [1074, 89, 1448, 1329]
- text-line: וַיִּשְׁתַּחוּ לוֹ עַל־אַפָּיו אַרְצָה לִפְנֵי הַמֶּלֶךְ וַיִּשַּׁק: [1510, 340, 1842, 363]
- text-line: בַּמִּדְבָּר׃ וַיֹּאמֶר הַמֶּלֶךְ וְאַיֵּה בֶּן־אֲדֹנֶיךָ וַיֹּאמֶר: [595, 764, 918, 787]
- text-line: וְהַקַּיִץ לֶאֱכוֹל הַנְּעָרִים וְהַיַּיִן לִשְׁתּוֹת הַיָּעֵף: [607, 733, 918, 756]
- right-inner-text-block: [1074, 89, 1448, 1329]
- text-line: אֶל־יוֹאָב הִנֵּה שָׁלַחְתִּי אֵלֶיךָ לֵאמֹר בֹּא הֵנָּה: [1518, 155, 1842, 177]
- text-line: עִמְּךָ שָׁם צָדוֹק וְאֶבְיָתָר הַכֹּהֲנִים וְהָיָה כָּל־הַדָּבָר: [578, 155, 918, 209]
- left-inner-chapter-hebrew: טז: [833, 475, 857, 501]
- right-header-book: II SAMUELIS,: [1173, 49, 1352, 76]
- left-header-cap: CAP. XVI.: [679, 53, 771, 74]
- text-line: אֲשֶׁר תִּשְׁמַע מִבֵּית הַמֶּלֶךְ תַּגִּיד לְצָדוֹק וּלְאֶבְיָתָר: [578, 217, 918, 271]
- text-line: הַמְּקוֹמֹת וְהָיָה כִּנְפֹל בָּהֶם בַּתְּחִלָּה וְשָׁמַע הַשֹּׁמֵעַ: [188, 1229, 550, 1252]
- text-line: עֹבְרִים עַל־פְּנֵי הַמֶּלֶךְ׃ וַיֹּאמֶר הַמֶּלֶךְ אֶל־אִתַּי: [1118, 278, 1448, 301]
- text-line: הַיּוֹם יָשִׁיבוּ לִי בֵּית יִשְׂרָאֵל אֵת מַמְלְכוּת: [618, 826, 918, 849]
- text-line: וְהוּא גַם־בֶּן־חַיִל אֲשֶׁר לִבּוֹ כְּלֵב הָאַרְיֵה הִמֵּס יִמָּס: [180, 1291, 550, 1314]
- text-line: טוֹבָה הָעֵצָה אֲשֶׁר־יָעַץ אֲחִיתֹפֶל בַּפַּעַם הַזֹּאת׃: [208, 1074, 550, 1097]
- text-line: וְאַבְשָׁלֹם יָבוֹא יְרוּשָׁלִָם׃: [750, 433, 918, 457]
